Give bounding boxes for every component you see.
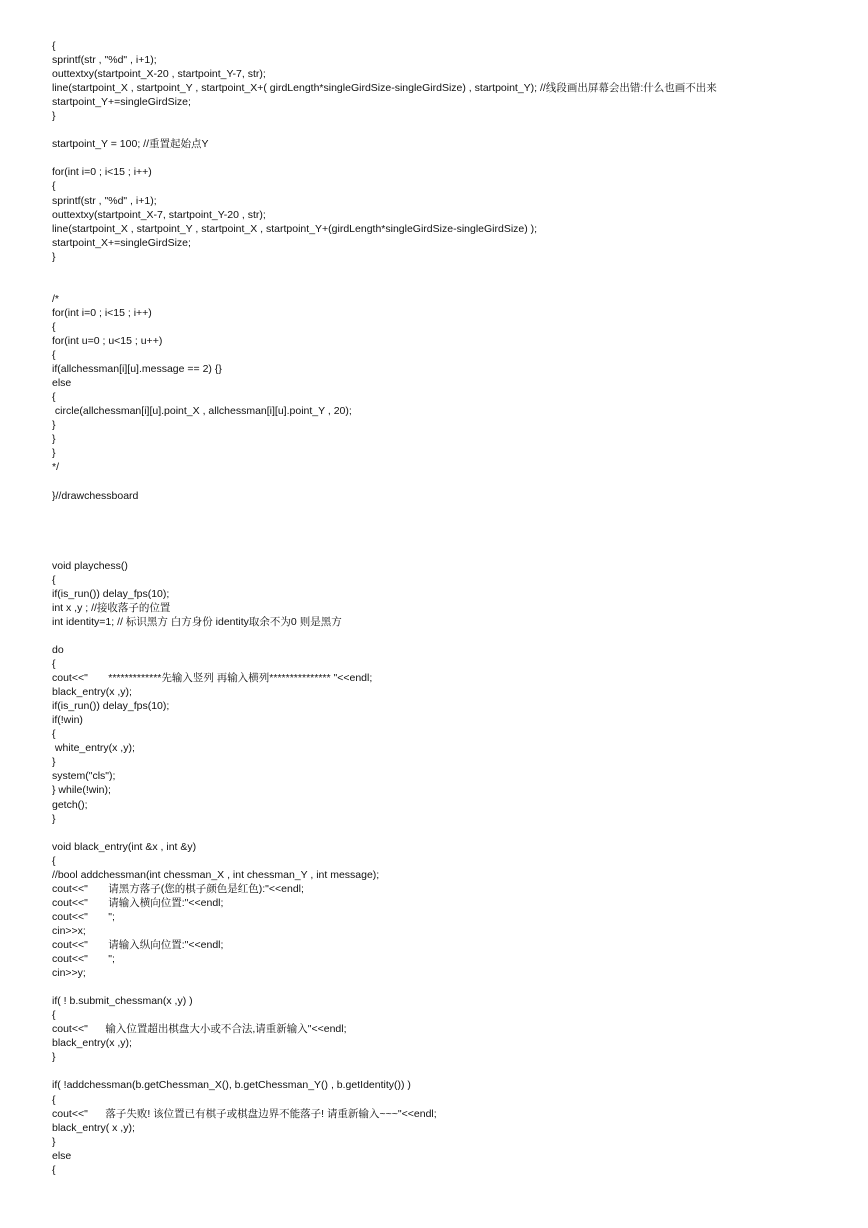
code-line: if(!win) (52, 714, 83, 727)
code-line: if(is_run()) delay_fps(10); (52, 700, 170, 713)
code-line: else (52, 377, 72, 390)
code-line: { (52, 728, 56, 741)
code-line: cin>>y; (52, 967, 86, 980)
code-line: startpoint_X+=singleGirdSize; (52, 236, 191, 249)
code-line: else (52, 1149, 72, 1162)
code-line: sprintf(str , "%d" , i+1); (52, 194, 157, 207)
code-line: int x ,y ; //接收落子的位置 (52, 601, 171, 614)
code-line (52, 826, 852, 840)
code-line: { (52, 349, 56, 362)
code-line: sprintf(str , "%d" , i+1); (52, 54, 157, 67)
code-line: { (52, 40, 56, 52)
code-line: for(int i=0 ; i<15 ; i++) (52, 166, 152, 179)
code-line: } (52, 1051, 56, 1064)
code-line: cout<<" 请输入横向位置:"<<endl; (52, 896, 224, 909)
code-line: for(int u=0 ; u<15 ; u++) (52, 334, 163, 347)
code-line: } (52, 756, 56, 769)
code-line: //bool addchessman(int chessman_X , int chessman_Y , int message); (52, 868, 380, 881)
code-line: line(startpoint_X , startpoint_Y , startpoint_X , startpoint_Y+(girdLength*singleGirdSize-singleGirdSize) ); (52, 222, 538, 235)
code-line: } (52, 447, 56, 460)
code-line: void playchess() (52, 559, 128, 572)
code-line: black_entry(x ,y); (52, 1037, 132, 1050)
code-line: cin>>x; (52, 924, 86, 937)
code-line: } (52, 1135, 56, 1148)
code-line (52, 980, 852, 994)
code-line: white_entry(x ,y); (52, 742, 135, 755)
code-line: if( ! b.submit_chessman(x ,y) ) (52, 995, 193, 1008)
code-line: outtextxy(startpoint_X-20 , startpoint_Y-7, str); (52, 68, 266, 81)
code-line (52, 531, 852, 545)
code-line: { (52, 180, 56, 193)
code-line: cout<<" "; (52, 910, 115, 923)
code-line: circle(allchessman[i][u].point_X , allchessman[i][u].point_Y , 20); (52, 405, 352, 418)
code-line (52, 545, 852, 559)
code-line (52, 503, 852, 517)
code-line (52, 123, 852, 137)
code-line: } (52, 433, 56, 446)
code-line: system("cls"); (52, 770, 116, 783)
code-line: for(int i=0 ; i<15 ; i++) (52, 306, 152, 319)
code-line: { (52, 854, 56, 867)
code-line: cout<<" 落子失败! 该位置已有棋子或棋盘边界不能落子! 请重新输入~~~"<<endl; (52, 1107, 437, 1120)
code-line: if( !addchessman(b.getChessman_X(), b.getChessman_Y() , b.getIdentity()) ) (52, 1079, 411, 1092)
code-listing (52, 39, 852, 1177)
code-line: black_entry( x ,y); (52, 1121, 135, 1134)
code-line: } (52, 250, 56, 263)
code-line: do (52, 644, 64, 657)
code-line (52, 264, 852, 278)
code-line: */ (52, 461, 60, 474)
code-line: { (52, 658, 56, 671)
code-line: { (52, 320, 56, 333)
code-line: }//drawchessboard (52, 489, 139, 502)
code-line: cout<<" 请黑方落子(您的棋子颜色是红色):"<<endl; (52, 882, 304, 895)
code-line: int identity=1; // 标识黑方 白方身份 identity取余不为0 则是黑方 (52, 615, 342, 628)
code-line: void black_entry(int &x , int &y) (52, 840, 197, 853)
code-line: { (52, 1163, 56, 1176)
code-line: cout<<" 输入位置超出棋盘大小或不合法,请重新输入"<<endl; (52, 1023, 347, 1036)
code-line: cout<<" "; (52, 953, 115, 966)
code-line: cout<<" 请输入纵向位置:"<<endl; (52, 939, 224, 951)
code-line: startpoint_Y = 100; //重置起始点Y (52, 138, 209, 151)
code-line (52, 278, 852, 292)
code-line: cout<<" *************先输入竖列 再输入横列*************** "<<endl; (52, 672, 373, 685)
code-line: line(startpoint_X , startpoint_Y , startpoint_X+( girdLength*singleGirdSize-singleGirdSize) , startpoint_Y); //线段画出屏幕会出错:什么也画不出来 (52, 82, 717, 95)
code-line: { (52, 1093, 56, 1106)
code-line: } (52, 812, 56, 825)
code-line: } (52, 110, 56, 123)
code-line: { (52, 1009, 56, 1022)
code-line: /* (52, 292, 60, 305)
code-line (52, 629, 852, 643)
code-line (52, 517, 852, 531)
code-line: { (52, 573, 56, 586)
code-line: startpoint_Y+=singleGirdSize; (52, 96, 191, 109)
code-line: if(is_run()) delay_fps(10); (52, 587, 170, 600)
code-line: outtextxy(startpoint_X-7, startpoint_Y-20 , str); (52, 208, 266, 221)
code-line: black_entry(x ,y); (52, 686, 132, 699)
code-line (52, 474, 852, 488)
code-line: } while(!win); (52, 784, 111, 797)
code-line: } (52, 419, 56, 432)
code-line: if(allchessman[i][u].message == 2) {} (52, 363, 222, 376)
code-line (52, 151, 852, 165)
code-line (52, 1064, 852, 1078)
code-line: { (52, 391, 56, 404)
code-line: getch(); (52, 798, 88, 811)
